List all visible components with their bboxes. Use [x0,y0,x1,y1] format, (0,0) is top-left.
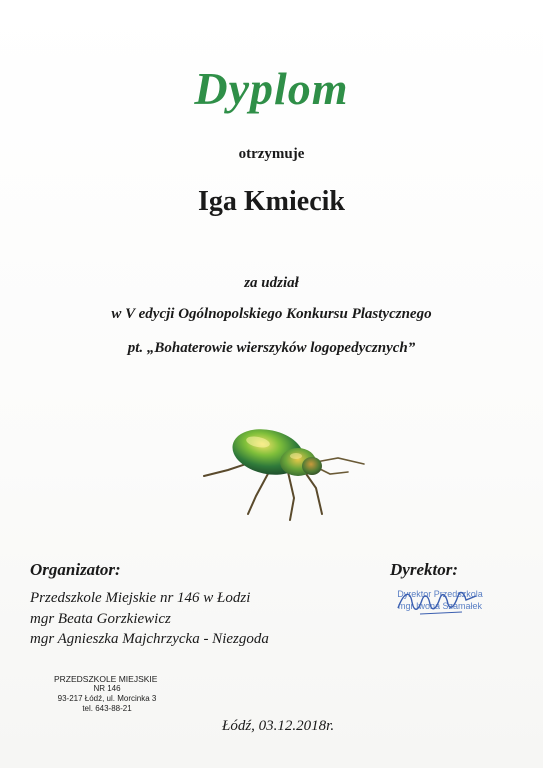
school-stamp-name: PRZEDSZKOLE MIEJSKIE [54,674,158,684]
award-line-3: pt. „Bohaterowie wierszyków logopedycznych” [127,340,416,356]
award-line-2: w V edycji Ogólnopolskiego Konkursu Plastycznego [111,306,432,322]
director-stamp-title: Dyrektor Przedszkola [397,589,483,599]
school-stamp-phone: tel. 643-88-21 [82,704,132,713]
organizer-line: mgr Agnieszka Majchrzycka - Niezgoda [30,631,269,647]
director-heading: Dyrektor: [390,560,458,579]
award-line-1: za udział [244,275,299,291]
beetle-illustration [198,418,370,522]
receives-label: otrzymuje [238,146,305,162]
organizer-line: Przedszkole Miejskie nr 146 w Łodzi [30,590,251,606]
director-signature [392,586,482,620]
recipient-name: Iga Kmiecik [198,186,345,217]
director-stamp-name: mgr Iwona Szamałek [397,601,483,611]
issue-date: Łódź, 03.12.2018r. [222,718,335,734]
organizer-heading: Organizator: [30,560,121,579]
organizer-line: mgr Beata Gorzkiewicz [30,611,171,627]
school-stamp-number: NR 146 [93,684,121,693]
school-stamp-address: 93-217 Łódź, ul. Morcinka 3 [57,694,157,703]
school-stamp [52,674,162,714]
diploma-title: Dyplom [194,63,349,114]
